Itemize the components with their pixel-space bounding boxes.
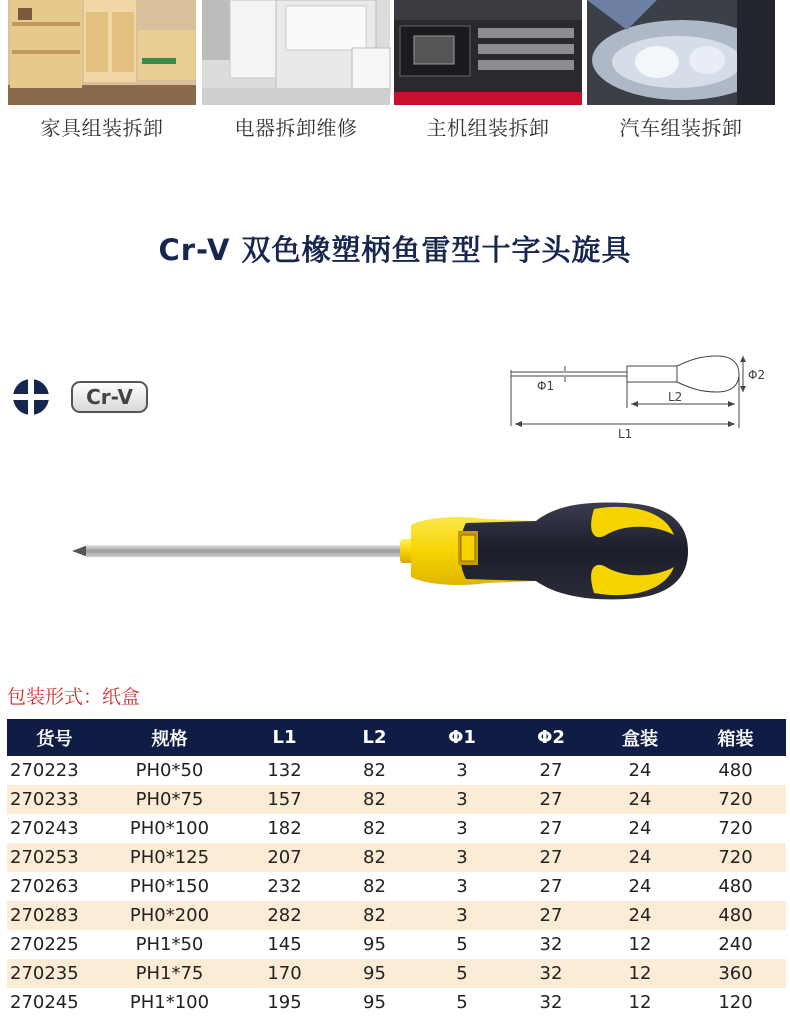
table-cell: PH0*150 (129, 876, 210, 897)
table-row (7, 814, 786, 843)
product-title: Cr-V 双色橡塑柄鱼雷型十字头旋具 (158, 233, 632, 267)
computer-host-photo (394, 0, 582, 105)
table-cell: 27 (539, 760, 563, 781)
table-cell: PH1*75 (102, 959, 237, 988)
table-cell: PH0*50 (135, 760, 204, 781)
item-code-cell: 270243 (10, 818, 79, 839)
appliance-photo (202, 0, 390, 105)
car-photo (587, 0, 775, 105)
table-cell: 195 (267, 992, 302, 1013)
table-cell: 240 (718, 934, 753, 955)
table-cell: 82 (363, 876, 386, 897)
table-body (7, 756, 786, 1017)
table-cell: 360 (685, 959, 786, 988)
table-row (7, 872, 786, 901)
table-cell: 480 (685, 901, 786, 930)
table-cell: 5 (456, 992, 468, 1013)
phi1-label: Φ1 (537, 379, 555, 393)
table-cell: 95 (363, 934, 386, 955)
table-cell: 3 (456, 818, 468, 839)
table-cell: 5 (456, 934, 468, 955)
table-cell: PH0*200 (102, 901, 237, 930)
table-row (7, 785, 786, 814)
table-row (7, 901, 786, 930)
table-row (7, 959, 786, 988)
phillips-cross-icon (12, 378, 50, 420)
table-cell: 24 (595, 785, 685, 814)
table-cell: 3 (456, 876, 468, 897)
application-caption: 汽车组装拆卸 (619, 116, 743, 140)
table-cell: 720 (718, 818, 753, 839)
header-cell: L2 (332, 719, 417, 756)
table-cell: 12 (628, 934, 652, 955)
table-cell: 3 (456, 760, 468, 781)
table-cell: 207 (237, 843, 332, 872)
table-cell: PH0*75 (102, 785, 237, 814)
application-strip (0, 0, 790, 160)
application-furniture (8, 0, 196, 140)
screwdriver-image (66, 495, 706, 609)
table-cell: 170 (237, 959, 332, 988)
table-cell: PH0*125 (102, 843, 237, 872)
table-cell: 82 (363, 760, 386, 781)
table-cell: 24 (628, 760, 652, 781)
table-cell: 82 (363, 818, 386, 839)
l2-label: L2 (668, 390, 683, 404)
table-cell: 27 (507, 785, 595, 814)
table-cell: 282 (237, 901, 332, 930)
table-cell: 27 (539, 818, 563, 839)
table-cell: 82 (332, 843, 417, 872)
header-cell: 规格 (102, 719, 237, 756)
table-cell: 27 (539, 876, 563, 897)
table-cell: 12 (595, 959, 685, 988)
table-cell: 24 (628, 818, 652, 839)
table-cell: 720 (685, 785, 786, 814)
item-code-cell: 270223 (10, 760, 79, 781)
table-cell: 27 (507, 843, 595, 872)
table-row (7, 930, 786, 959)
table-cell: 157 (237, 785, 332, 814)
crv-badge: Cr-V (71, 381, 148, 413)
dimension-diagram (505, 352, 775, 446)
item-code-cell: 270283 (7, 901, 102, 930)
item-code-cell: 270245 (10, 992, 79, 1013)
table-header-row (7, 719, 786, 756)
phi2-label: Φ2 (748, 368, 766, 382)
table-row (7, 756, 786, 785)
table-cell: 95 (363, 992, 386, 1013)
header-cell: 货号 (7, 719, 102, 756)
table-cell: 145 (267, 934, 302, 955)
table-cell: 32 (507, 959, 595, 988)
table-cell: 24 (595, 901, 685, 930)
header-cell: Φ2 (507, 719, 595, 756)
table-cell: 82 (332, 785, 417, 814)
table-cell: 182 (267, 818, 302, 839)
table-cell: 120 (718, 992, 753, 1013)
application-car (587, 0, 775, 140)
table-cell: 24 (628, 876, 652, 897)
table-cell: PH1*100 (129, 992, 210, 1013)
table-cell: 95 (332, 959, 417, 988)
table-cell: 32 (539, 934, 563, 955)
header-cell: 盒装 (595, 719, 685, 756)
header-cell: L1 (237, 719, 332, 756)
l1-label: L1 (618, 427, 633, 441)
application-caption: 家具组装拆卸 (40, 116, 164, 140)
table-cell: 27 (507, 901, 595, 930)
packaging-label: 包装形式：纸盒 (7, 686, 141, 708)
table-row (7, 988, 786, 1017)
table-cell: 12 (628, 992, 652, 1013)
table-cell: 3 (417, 785, 507, 814)
item-code-cell: 270233 (7, 785, 102, 814)
application-caption: 电器拆卸维修 (234, 116, 358, 140)
item-code-cell: 270225 (10, 934, 79, 955)
spec-table (7, 719, 786, 1017)
application-computer (394, 0, 582, 140)
header-cell: 箱装 (685, 719, 786, 756)
table-cell: 480 (718, 760, 753, 781)
table-cell: PH1*50 (135, 934, 204, 955)
table-cell: 3 (417, 843, 507, 872)
item-code-cell: 270235 (7, 959, 102, 988)
table-cell: 132 (267, 760, 302, 781)
table-cell: 24 (595, 843, 685, 872)
table-cell: 720 (685, 843, 786, 872)
table-cell: 5 (417, 959, 507, 988)
table-cell: 480 (718, 876, 753, 897)
application-caption: 主机组装拆卸 (426, 116, 550, 140)
table-cell: 82 (332, 901, 417, 930)
header-cell: Φ1 (417, 719, 507, 756)
table-cell: 3 (417, 901, 507, 930)
item-code-cell: 270253 (7, 843, 102, 872)
table-cell: 32 (539, 992, 563, 1013)
application-appliance (202, 0, 390, 140)
table-cell: PH0*100 (129, 818, 210, 839)
table-cell: 232 (267, 876, 302, 897)
table-row (7, 843, 786, 872)
item-code-cell: 270263 (10, 876, 79, 897)
furniture-photo (8, 0, 196, 105)
